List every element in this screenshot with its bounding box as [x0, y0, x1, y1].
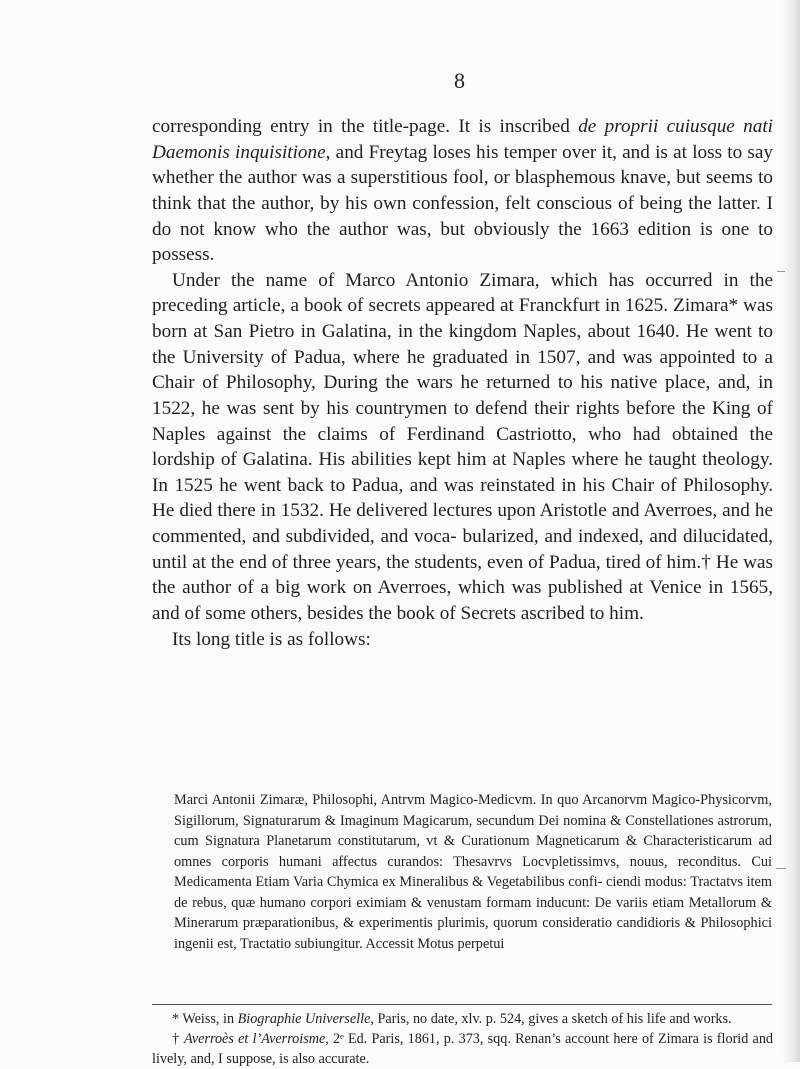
footnote-2-text-b: , 2ᵉ Ed. Paris, 1861, p. 373, sqq. Renan’s account here of Zimara is florid and lively, and, I suppose, is also accurate.: [152, 1031, 774, 1067]
paragraph-1-text-a: corresponding entry in the title-page. It is inscribed: [152, 116, 579, 137]
page-edge-shadow: [782, 0, 800, 1062]
footnote-1-text-b: , Paris, no date, xlv. p. 524, gives a sketch of his life and works.: [370, 1011, 732, 1027]
footnotes: [152, 1009, 773, 1069]
margin-mark: [777, 271, 785, 272]
footnote-2-italic: Averroès et l’Averroisme: [183, 1031, 326, 1047]
page-number: 8: [454, 68, 465, 93]
quoted-title-text: Marci Antonii Zimaræ, Philosophi, Antrvm Magico-Medicvm. In quo Arcanorvm Magico-Physicorvm, Sigillorum, Signaturarum & Imaginum Magicarum, secundum Dei nomina & Constellationes astrorum, cum Signatura Planetarum constitutarum, vt & Curationum Magneticarum & Characteristicarum ad omnes corporis humani affectus curandos: Thesavrvs Locvpletissimvs, nouus, reconditus. Cui Medicamenta Etiam Varia Chymica ex Mineralibus & Vegetabilibus confi- ciendi modus: Tractatvs item de rebus, quæ humano corpori eximiam & venustam formam inducunt: De variis etiam Metallorum & Minerarum præparationibus, & experimentis plurimis, quorum consideratio candidioris & Philosophici ingenii est, Tractatio subiungitur. Accessit Motus perpetui: [174, 792, 772, 952]
footnote-1: [152, 1009, 773, 1029]
main-text: [152, 114, 773, 652]
paragraph-1: [152, 114, 773, 268]
footnote-2-text-a: †: [172, 1031, 184, 1047]
footnote-2: [152, 1029, 773, 1069]
paragraph-3: Its long title is as follows:: [172, 628, 371, 650]
footnote-1-italic: Biographie Universelle: [237, 1011, 371, 1027]
book-title-italic: de proprii cuiusque nati Daemonis inquisitione: [152, 116, 773, 163]
margin-mark: [776, 868, 786, 869]
quoted-title-block: [174, 790, 772, 954]
footnote-rule: [152, 1004, 772, 1005]
footnote-1-text-a: * Weiss, in: [172, 1011, 238, 1027]
paragraph-1-text-b: , and Freytag loses his temper over it, and is at loss to say whether the author was a superstitious fool, or blasphemous knave, but seems to think that the author, by his own confession, felt conscious of being the latter. I do not know who the author was, but obviously the 1663 edition is one to possess.: [152, 141, 773, 266]
paragraph-2: Under the name of Marco Antonio Zimara, which has occurred in the preceding article, a book of secrets appeared at Franckfurt in 1625. Zimara* was born at San Pietro in Galatina, in the kingdom Naples, about 1640. He went to the University of Padua, where he graduated in 1507, and was appointed to a Chair of Philosophy, During the wars he returned to his native place, and, in 1522, he was sent by his countrymen to defend their rights before the King of Naples against the claims of Ferdinand Castriotto, who had obtained the lordship of Galatina. His abilities kept him at Naples where he taught theology. In 1525 he went back to Padua, and was reinstated in his Chair of Philosophy. He died there in 1532. He delivered lectures upon Aristotle and Averroes, and he commented, and subdivided, and voca- bularized, and indexed, and dilucidated, until at the end of three years, the students, even of Padua, tired of him.† He was the author of a big work on Averroes, which was published at Venice in 1565, and of some others, besides the book of Secrets ascribed to him.: [152, 269, 773, 624]
